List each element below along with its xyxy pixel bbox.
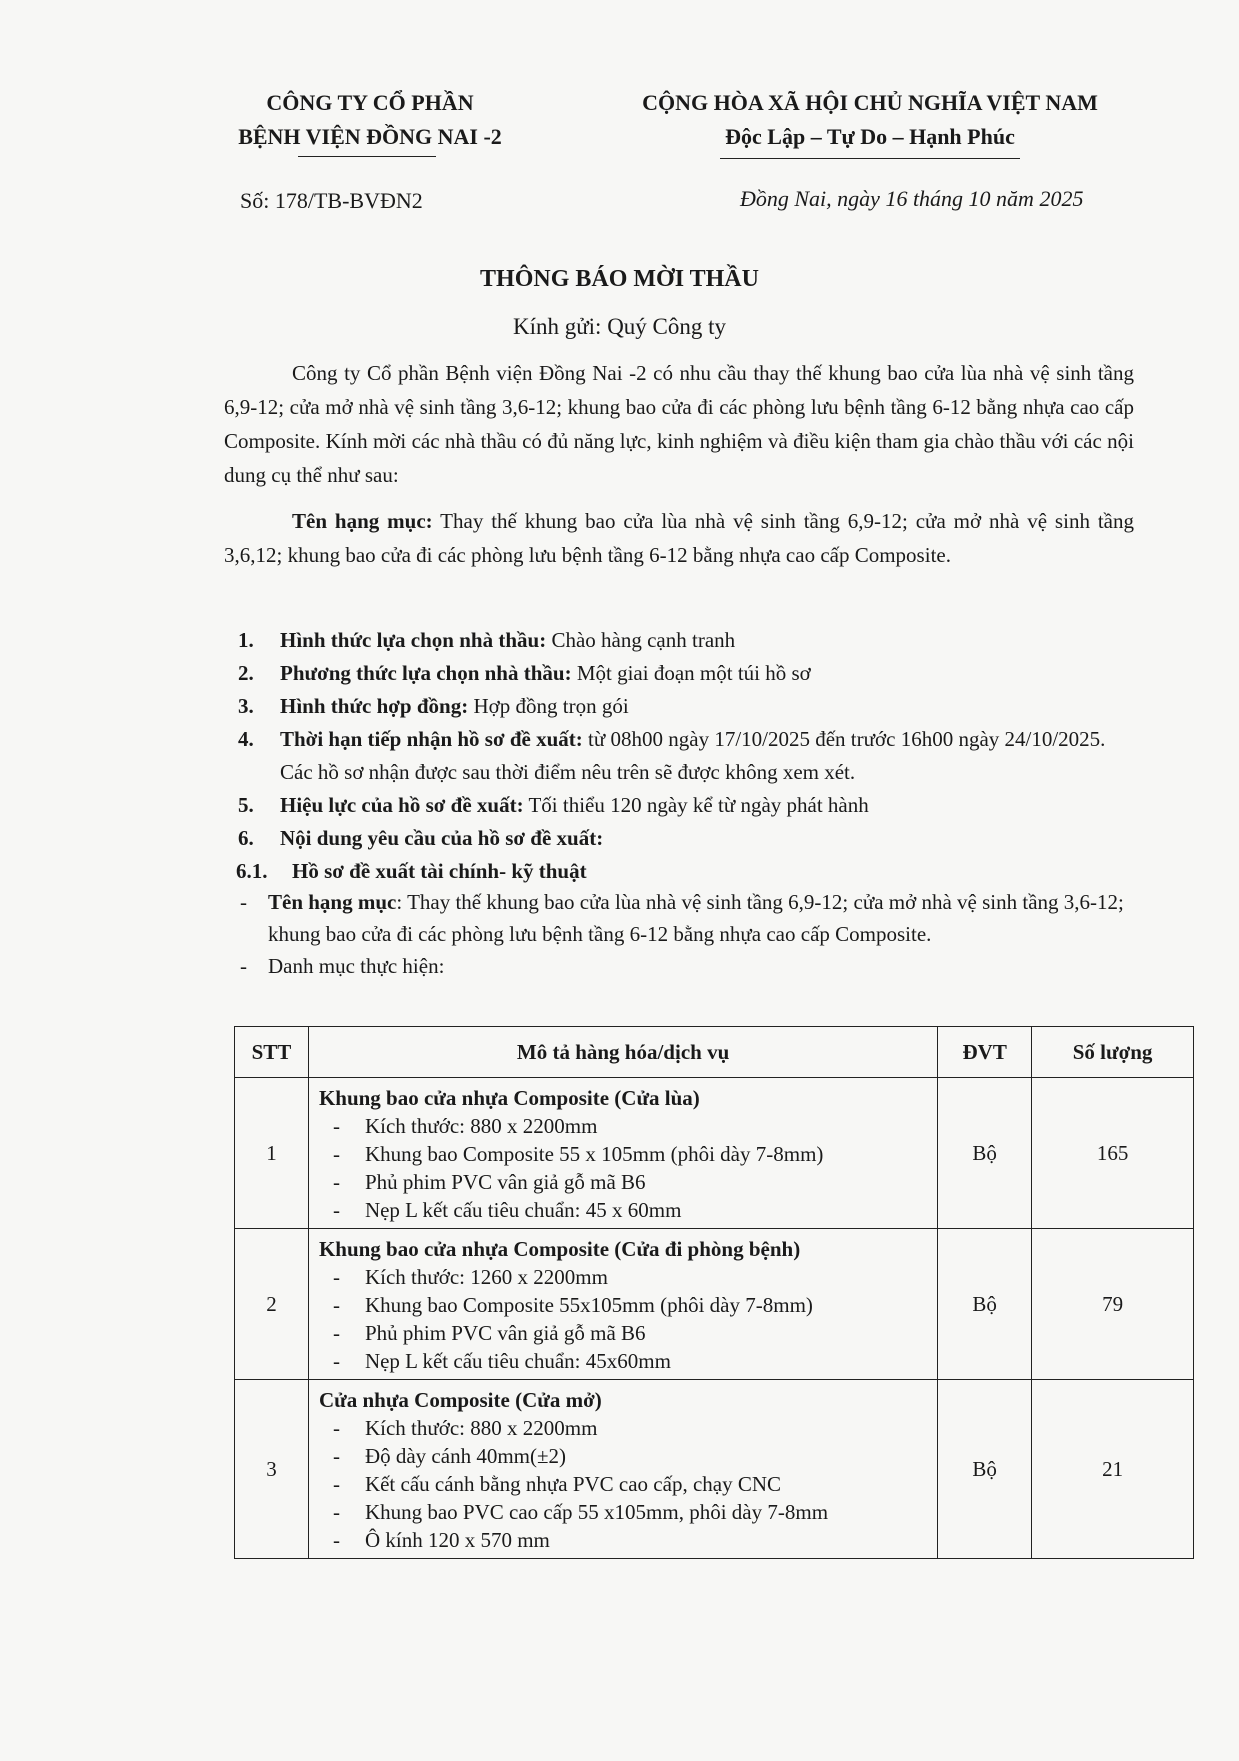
list-item — [238, 822, 1138, 855]
item-name-text: Thay thế khung bao cửa lùa nhà vệ sinh tầng 6,9-12; cửa mở nhà vệ sinh tầng 3,6,12; khung bao cửa đi các phòng lưu bệnh tầng 6-12 bằng nhựa cao cấp Composite. — [224, 509, 1134, 567]
list-text: Hợp đồng trọn gói — [468, 694, 629, 718]
list-text: Chào hàng cạnh tranh — [546, 628, 736, 652]
table-header-row — [235, 1027, 1194, 1078]
list-item — [238, 723, 1138, 789]
list-number: 5. — [238, 793, 254, 817]
list-label: Hồ sơ đề xuất tài chính- kỹ thuật — [292, 859, 587, 883]
header-unit: ĐVT — [938, 1027, 1032, 1078]
header-quantity: Số lượng — [1032, 1027, 1194, 1078]
list-text: Một giai đoạn một túi hồ sơ — [571, 661, 811, 685]
items-table — [234, 1026, 1194, 1559]
place-date: Đồng Nai, ngày 16 tháng 10 năm 2025 — [740, 186, 1084, 211]
national-header — [590, 86, 1150, 154]
list-label: Phương thức lựa chọn nhà thầu: — [280, 661, 572, 685]
list-label: Hình thức hợp đồng: — [280, 694, 469, 718]
row-spec: - Phủ phim PVC vân giả gỗ mã B6 — [319, 1319, 929, 1347]
row-stt: 3 — [235, 1380, 309, 1559]
requirements-list — [238, 624, 1138, 888]
table-row — [235, 1078, 1194, 1229]
row-spec: - Khung bao Composite 55 x 105mm (phôi dày 7-8mm) — [319, 1140, 929, 1168]
row-unit: Bộ — [938, 1380, 1032, 1559]
company-name-line2: BỆNH VIỆN ĐỒNG NAI -2 — [238, 124, 502, 149]
list-item — [238, 789, 1138, 822]
row-description — [308, 1078, 937, 1229]
row-stt: 2 — [235, 1229, 309, 1380]
row-quantity: 165 — [1032, 1078, 1194, 1229]
item-name-label: Tên hạng mục: — [292, 509, 433, 533]
row-description — [308, 1229, 937, 1380]
dash-label: Tên hạng mục — [268, 890, 397, 914]
row-spec: - Ô kính 120 x 570 mm — [319, 1526, 929, 1554]
row-quantity: 79 — [1032, 1229, 1194, 1380]
list-text: từ 08h00 ngày 17/10/2025 đến trước 16h00 ngày 24/10/2025. Các hồ sơ nhận được sau thời điểm nêu trên sẽ được không xem xét. — [280, 727, 1106, 784]
row-stt: 1 — [235, 1078, 309, 1229]
header-stt: STT — [235, 1027, 309, 1078]
list-label: Thời hạn tiếp nhận hồ sơ đề xuất: — [280, 727, 583, 751]
dash-list — [238, 886, 1138, 982]
company-header — [200, 86, 540, 154]
row-title: Khung bao cửa nhựa Composite (Cửa đi phòng bệnh) — [318, 1237, 801, 1261]
list-label: Hình thức lựa chọn nhà thầu: — [280, 628, 547, 652]
table-row — [235, 1380, 1194, 1559]
list-item — [238, 624, 1138, 657]
list-number: 3. — [238, 694, 254, 718]
header-description: Mô tả hàng hóa/dịch vụ — [308, 1027, 937, 1078]
row-spec: - Kích thước: 880 x 2200mm — [319, 1112, 929, 1140]
table-row — [235, 1229, 1194, 1380]
list-number: 2. — [238, 661, 254, 685]
row-spec: - Kích thước: 880 x 2200mm — [319, 1414, 929, 1442]
list-item — [238, 690, 1138, 723]
page-title: THÔNG BÁO MỜI THẦU — [480, 266, 759, 292]
row-spec: - Nẹp L kết cấu tiêu chuẩn: 45x60mm — [319, 1347, 929, 1375]
dash-item: - Tên hạng mục: Thay thế khung bao cửa lùa nhà vệ sinh tầng 6,9-12; cửa mở nhà vệ sinh tầng 3,6-12; khung bao cửa đi các phòng lưu bệnh tầng 6-12 bằng nhựa cao cấp Composite. — [240, 890, 1124, 946]
row-spec: - Kích thước: 1260 x 2200mm — [319, 1263, 929, 1291]
list-label: Hiệu lực của hồ sơ đề xuất: — [280, 793, 524, 817]
document-number: Số: 178/TB-BVĐN2 — [240, 188, 423, 213]
row-quantity: 21 — [1032, 1380, 1194, 1559]
motto-underline — [720, 158, 1020, 159]
list-text: Tối thiểu 120 ngày kể từ ngày phát hành — [523, 793, 869, 817]
dash-item: - Danh mục thực hiện: — [240, 954, 445, 978]
row-spec: - Khung bao PVC cao cấp 55 x105mm, phôi dày 7-8mm — [319, 1498, 929, 1526]
list-item — [238, 657, 1138, 690]
list-number: 6.1. — [236, 859, 268, 883]
dash-text: : Thay thế khung bao cửa lùa nhà vệ sinh tầng 6,9-12; cửa mở nhà vệ sinh tầng 3,6-12; khung bao cửa đi các phòng lưu bệnh tầng 6-12 bằng nhựa cao cấp Composite. — [268, 890, 1124, 946]
row-unit: Bộ — [938, 1229, 1032, 1380]
national-title: CỘNG HÒA XÃ HỘI CHỦ NGHĨA VIỆT NAM — [642, 90, 1098, 115]
row-spec: - Khung bao Composite 55x105mm (phôi dày 7-8mm) — [319, 1291, 929, 1319]
list-number: 4. — [238, 727, 254, 751]
intro-paragraph: Công ty Cổ phần Bệnh viện Đồng Nai -2 có nhu cầu thay thế khung bao cửa lùa nhà vệ sinh tầng 6,9-12; cửa mở nhà vệ sinh tầng 3,6-12; khung bao cửa đi các phòng lưu bệnh tầng 6-12 bằng nhựa cao cấp Composite. Kính mời các nhà thầu có đủ năng lực, kinh nghiệm và điều kiện tham gia chào thầu với các nội dung cụ thể như sau: — [224, 361, 1134, 487]
list-item — [236, 855, 1138, 888]
item-name-paragraph — [224, 504, 1134, 572]
dash-text: Danh mục thực hiện: — [268, 954, 445, 978]
national-motto: Độc Lập – Tự Do – Hạnh Phúc — [725, 124, 1015, 149]
company-name-line1: CÔNG TY CỔ PHẦN — [266, 90, 474, 115]
list-number: 6. — [238, 826, 254, 850]
row-spec: - Kết cấu cánh bằng nhựa PVC cao cấp, chạy CNC — [319, 1470, 929, 1498]
row-spec: - Phủ phim PVC vân giả gỗ mã B6 — [319, 1168, 929, 1196]
row-title: Khung bao cửa nhựa Composite (Cửa lùa) — [318, 1086, 700, 1110]
row-unit: Bộ — [938, 1078, 1032, 1229]
greeting: Kính gửi: Quý Công ty — [512, 314, 727, 339]
row-spec: - Nẹp L kết cấu tiêu chuẩn: 45 x 60mm — [319, 1196, 929, 1224]
row-title: Cửa nhựa Composite (Cửa mở) — [318, 1388, 602, 1412]
list-label: Nội dung yêu cầu của hồ sơ đề xuất: — [280, 826, 604, 850]
row-description — [308, 1380, 937, 1559]
list-number: 1. — [238, 628, 254, 652]
row-spec: - Độ dày cánh 40mm(±2) — [319, 1442, 929, 1470]
company-underline — [298, 156, 436, 157]
